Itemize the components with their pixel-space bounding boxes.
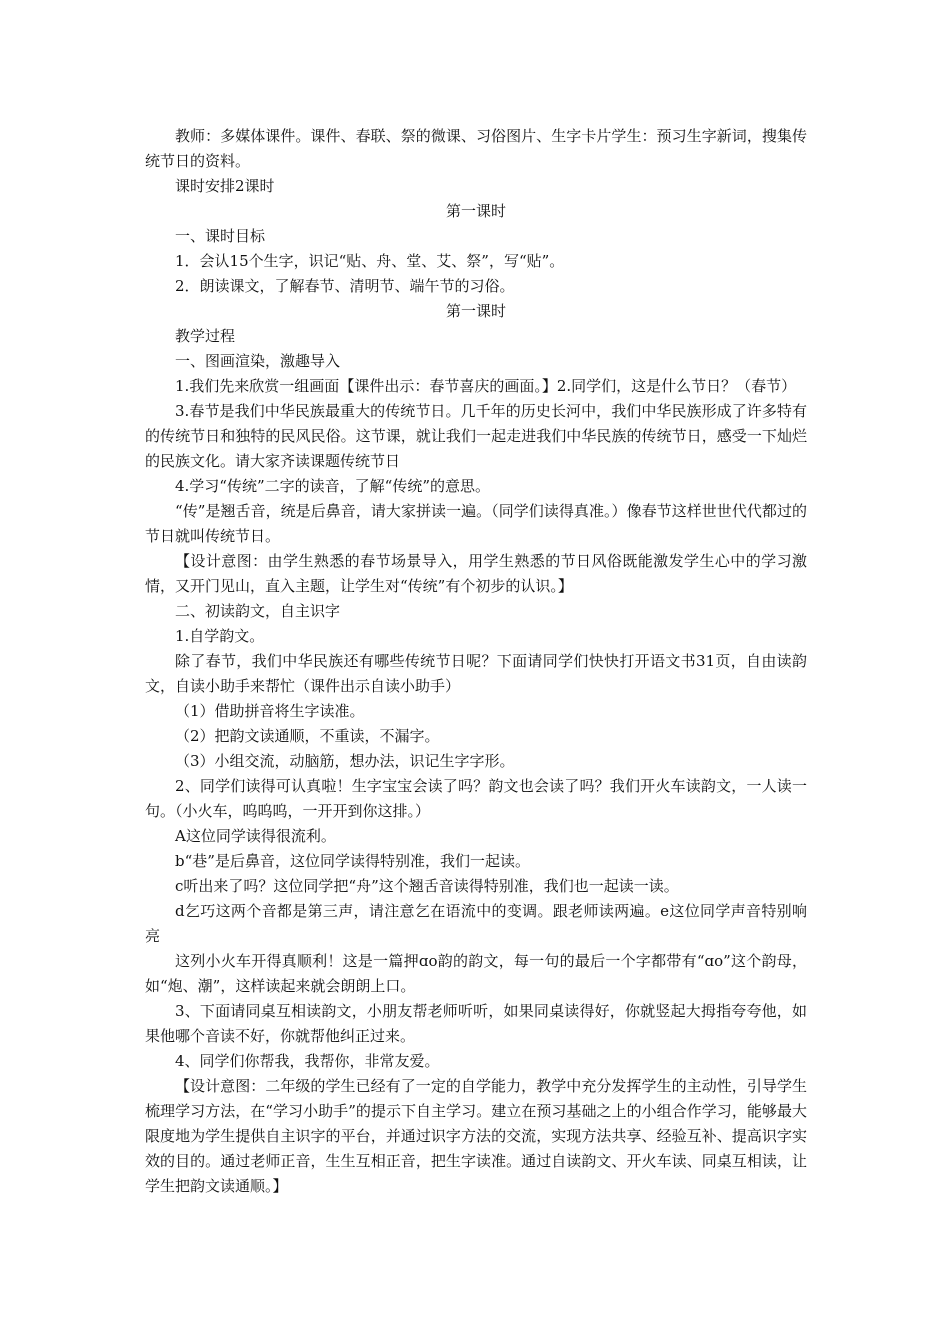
section-heading-lesson-1: 第一课时 <box>445 202 506 220</box>
paragraph-step-4: 4.学习“传统”二字的读音，了解“传统”的意思。 <box>175 477 490 495</box>
heading-part-1: 一、图画渲染，激趣导入 <box>175 352 341 370</box>
objective-2: 2．朗读课文，了解春节、清明节、端午节的习俗。 <box>175 277 515 295</box>
paragraph-step-3: 3.春节是我们中华民族最重大的传统节日。几千年的历史长河中，我们中华民族形成了许多特有的传统节日和独特的民风民俗。这节课，就让我们一起走进我们中华民族的传统节日，感受一下灿烂的民族文化。请大家齐读课题传统节日 <box>145 402 807 470</box>
paragraph-train-reading: 2、同学们读得可认真啦！生字宝宝会读了吗？韵文也会读了吗？我们开火车读韵文，一人读一句。（小火车，呜呜呜，一开开到你这排。） <box>145 777 807 820</box>
paragraph-pair-reading: 3、下面请同桌互相读韵文，小朋友帮老师听听，如果同桌读得好，你就竖起大拇指夸夸他，如果他哪个音读不好，你就帮他纠正过来。 <box>145 1002 807 1045</box>
objective-1: 1．会认15个生字，识记“贴、舟、堂、艾、祭”，写“贴”。 <box>175 252 565 270</box>
document-body <box>145 124 807 1199</box>
feedback-b: b“巷”是后鼻音，这位同学读得特别准，我们一起读。 <box>175 852 530 870</box>
heading-teaching-process: 教学过程 <box>175 327 236 345</box>
design-intent-2: 【设计意图：二年级的学生已经有了一定的自学能力，教学中充分发挥学生的主动性，引导学生梳理学习方法，在“学习小助手”的提示下自主学习。建立在预习基础之上的小组合作学习，能够最大限度地为学生提供自主识字的平台，并通过识字方法的交流，实现方法共享、经验互补、提高识字实效的目的。通过老师正音，生生互相正音，把生字读准。通过自读韵文、开火车读、同桌互相读，让学生把韵文读通顺。】 <box>145 1077 807 1195</box>
heading-part-2: 二、初读韵文，自主识字 <box>175 602 341 620</box>
paragraph-step-1: 1.我们先来欣赏一组画面【课件出示：春节喜庆的画面。】2.同学们，这是什么节日？（春节） <box>175 377 797 395</box>
paragraph-open-book: 除了春节，我们中华民族还有哪些传统节日呢？下面请同学们快快打开语文书31页，自由读韵文，自读小助手来帮忙（课件出示自读小助手） <box>145 652 807 695</box>
feedback-a: A这位同学读得很流利。 <box>175 827 336 845</box>
heading-objectives: 一、课时目标 <box>175 227 266 245</box>
paragraph-schedule: 课时安排2课时 <box>175 177 275 195</box>
paragraph-chuan-explanation: “传”是翘舌音，统是后鼻音，请大家拼读一遍。（同学们读得真准。）像春节这样世世代代都过的节日就叫传统节日。 <box>145 502 807 545</box>
helper-item-2: （2）把韵文读通顺，不重读，不漏字。 <box>175 727 440 745</box>
paragraph-self-study: 1.自学韵文。 <box>175 627 265 645</box>
helper-item-3: （3）小组交流，动脑筋，想办法，识记生字字形。 <box>175 752 515 770</box>
paragraph-materials: 教师：多媒体课件。课件、春联、祭的微课、习俗图片、生字卡片学生：预习生字新词，搜集传统节日的资料。 <box>145 127 807 170</box>
design-intent-1: 【设计意图：由学生熟悉的春节场景导入，用学生熟悉的节日风俗既能激发学生心中的学习激情，又开门见山，直入主题，让学生对“传统”有个初步的认识。】 <box>145 552 807 595</box>
helper-item-1: （1）借助拼音将生字读准。 <box>175 702 365 720</box>
section-heading-lesson-1-repeat: 第一课时 <box>445 302 506 320</box>
paragraph-rhyme: 这列小火车开得真顺利！这是一篇押ɑo韵的韵文，每一句的最后一个字都带有“ɑo”这个韵母，如“炮、潮”，这样读起来就会朗朗上口。 <box>145 952 807 995</box>
feedback-c: c听出来了吗？这位同学把“舟”这个翘舌音读得特别准，我们也一起读一读。 <box>175 877 679 895</box>
paragraph-friendly: 4、同学们你帮我，我帮你，非常友爱。 <box>175 1052 440 1070</box>
feedback-d-e: d乞巧这两个音都是第三声，请注意乞在语流中的变调。跟老师读两遍。e这位同学声音特别响亮 <box>145 902 807 945</box>
